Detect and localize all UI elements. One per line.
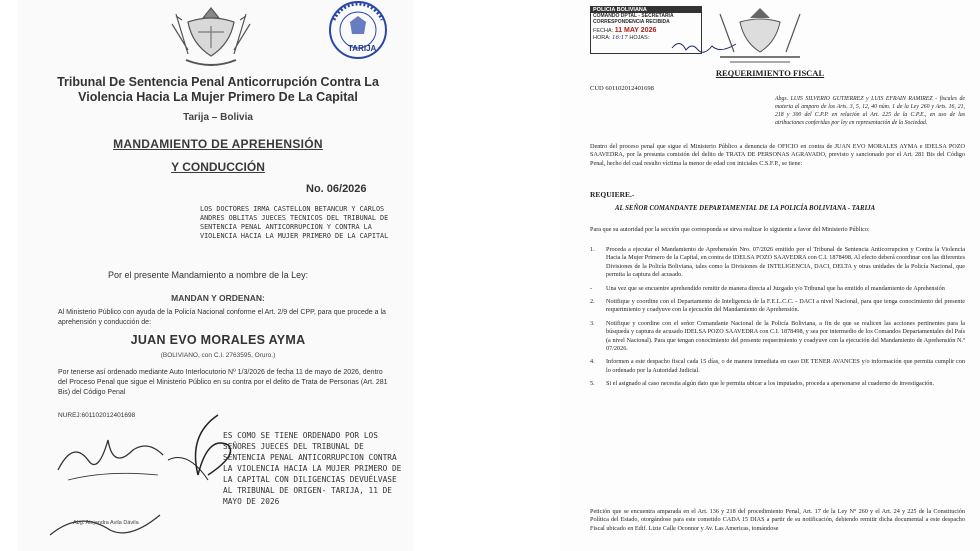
item-number: 5. bbox=[590, 380, 595, 388]
signature-center-icon bbox=[158, 410, 248, 490]
closing-petition: Petición que se encuentra amparada en el Art. 136 y 218 del procedimiento Penal, Art. 17 de la Ley N° 260 y el Art. 24 y 225 de la Constitución Política del Estado, otorgándose para este cometido CADA 15 DIAS a partir de su notificación, debiendo remitir dicha documental a este despacho Fiscal ubicado en Edif. Lizie Calle Oconnor y Av. Las Americas, tomándose bbox=[590, 508, 965, 532]
closing-order bbox=[223, 430, 403, 507]
stamp-fecha-label: FECHA: bbox=[593, 28, 614, 34]
stamp-hojas-label: HOJAS: bbox=[629, 35, 650, 41]
item-text: Proceda a ejecutar el Mandamiento de Aprehensión Nro. 07/2026 emitido por el Tribunal de Sentencia Anticorrupcion y Contra la Violencia Hacia la Mujer Primero de la Capital, en contra de IDELSA POZO SAAVEDRA con C.I. 1878498. Al efecto deberá coordinar con las diferentes Divisiones de la Policía Boliviana, tales como la Divisiones de INTELIGENCIA, DACI, DELTA y otras unidades de la Policía Nacional, que permita la captura del acusado. bbox=[606, 246, 965, 279]
bolivia-coat-of-arms-icon bbox=[168, 2, 254, 70]
closing-order-text: ES COMO SE TIENE ORDENADO POR LOS SEÑORES JUECES DEL TRIBUNAL DE SENTENCIA PENAL ANTICORRUPCION CONTRA LA VIOLENCIA HACIA LA MUJER PRIMERO DE LA CAPITAL CON DILIGENCIAS DEVUÉLVASE AL TRIBUNAL DE ORIGEN- TARIJA, 11 DE MAYO DE 2026 bbox=[223, 431, 402, 506]
item-text: Notifique y coordine con el señor Comandante Nacional de la Policía Boliviana, a fin de que se realicen las acciones pertinentes para la búsqueda y captura de acusado IDELSA POZO SAAVEDRA con C.I. 1878498, y sea por intermedio de los Comandos Departamentales del País (a nivel Nacional). Para que tengan conocimiento del presente requerimiento y coadyuve con la ejecución del Mandamiento de Aprehensión N.º 07/2026. bbox=[606, 319, 965, 353]
aprehension-warrant-page bbox=[18, 0, 413, 551]
nurej-code: NUREJ:601102012401698 bbox=[58, 412, 136, 419]
warrant-title: MANDAMIENTO DE APREHENSIÓN bbox=[113, 137, 323, 151]
stamp-line-3: CORRESPONDENCIA RECIBIDA bbox=[593, 19, 670, 25]
stamp-hora-value: 16:17 bbox=[611, 35, 628, 41]
item-text: Si el asignado al caso necesita algún dato que le permita ubicar a los imputados, proceda a apersonarse al cuaderno de investigación. bbox=[606, 380, 934, 388]
order-paragraph: Al Ministerio Público con ayuda de la Policía Nacional conforme el Art. 2/9 del CPP, para que procede a la aprehensión y conducción de: bbox=[58, 309, 386, 326]
item-number: 1. bbox=[590, 246, 595, 253]
stamp-fecha-value: 11 MAY 2026 bbox=[614, 27, 657, 34]
list-item bbox=[590, 358, 965, 375]
court-seal-stamp-icon bbox=[318, 0, 398, 64]
warrant-number: No. 06/2026 bbox=[306, 183, 367, 195]
item-text: Una vez que se encuentre aprehendido remitir de manera directa al Juzgado y/o Tribunal que ha emitido el mandamiento de Aprehensión bbox=[606, 284, 945, 292]
item-text: Notifique y coordine con el Departamento de Inteligencia de la F.E.L.C.C. - DACI a nivel Nacional, para que tenga conocimiento del presente requerimiento y coadyuve con la ejecución del Mandamiento de Aprehensión. bbox=[606, 298, 965, 314]
court-header: Tribunal De Sentencia Penal Anticorrupción Contra La Violencia Hacia La Mujer Primero De La Capital bbox=[57, 75, 379, 104]
list-item bbox=[590, 380, 965, 388]
item-number: 2. bbox=[590, 298, 595, 306]
requiere-heading: REQUIERE.- bbox=[590, 190, 635, 199]
warrant-subtitle: Y CONDUCCIÓN bbox=[171, 160, 265, 174]
requirement-title: REQUERIMIENTO FISCAL bbox=[715, 68, 825, 78]
item-number: 3. bbox=[590, 319, 595, 327]
stamp-text: TARIJA bbox=[348, 44, 377, 53]
auto-paragraph: Por tenerse así ordenado mediante Auto Interlocutorio Nº 1/3/2026 de fecha 11 de mayo de 2026, dentro del Proceso Penal que sigue el Ministerio Público en su contra por el delito de Trata de Personas (Art. 281 Bis) del Código Penal bbox=[58, 369, 388, 396]
stamp-line-1: POLICIA BOLIVIANA bbox=[591, 7, 701, 13]
stamp-line-2: COMANDO DPTAL - SECRETARIA bbox=[593, 13, 674, 19]
list-item bbox=[590, 246, 965, 280]
ministerio-publico-emblem-icon bbox=[700, 4, 820, 66]
court-location: Tarija – Bolivia bbox=[183, 112, 253, 123]
signature-name: Abg. Alejandra Avila Dávila bbox=[73, 520, 139, 526]
list-item bbox=[590, 298, 965, 315]
item-text: Informen a este despacho fiscal cada 15 días, o de manera inmediata en caso DE TENER AVANCES y/o información que permita cumplir con lo ordenado por la Autoridad Judicial. bbox=[606, 358, 965, 374]
mandan-heading: MANDAN Y ORDENAN: bbox=[171, 293, 265, 303]
addressee: AL SEÑOR COMANDANTE DEPARTAMENTAL DE LA POLICÍA BOLIVIANA - TARIJA bbox=[615, 205, 876, 212]
request-items-list bbox=[590, 246, 965, 394]
intro-text: Por el presente Mandamiento a nombre de la Ley: bbox=[108, 270, 309, 280]
judges-text: LOS DOCTORES IRMA CASTELLON BETANCUR Y CARLOS ANDRES OBLITAS JUECES TECNICOS DEL TRIBUNAL DE SENTENCIA PENAL ANTICORRUPCION Y CONTRA LA VIOLENCIA HACIA LA MUJER PRIMERO DE LA CAPITAL bbox=[200, 205, 389, 240]
prosecutors-text: Abgs. LUIS SILVERIO GUTIERREZ y LUIS EFRAIN RAMIREZ - fiscales de materia al amparo de los Arts. 3, 5, 12, 40 núm. 1 de la Ley 260 y Arts. 16, 21, 218 y 300 del C.P.P. en relación al Art. 225 de la C.P.E., en uso de las atribuciones conferidas por ley en representación de la Sociedad. bbox=[775, 96, 965, 126]
item-number: 4. bbox=[590, 358, 595, 366]
list-item bbox=[590, 285, 965, 293]
accused-info: (BOLIVIANO, con C.I. 2763595, Oruro.) bbox=[160, 352, 276, 359]
list-item bbox=[590, 320, 965, 354]
fiscal-requirement-page bbox=[560, 0, 980, 551]
signature-bottom-icon bbox=[40, 505, 170, 551]
body-intro: Dentro del proceso penal que sigue el Ministerio Público a denuncia de OFICIO en contra de JUAN EVO MORALES AYMA e IDELSA POZO SAAVEDRA, por la presunta comisión del delito de TRATA DE PERSONAS AGRAVADO, previsto y sancionado por el Art. 281 Bis del Código Penal, hecho del cual resulto víctima la menor de edad con iniciales C.S.F.P., se tiene: bbox=[590, 143, 965, 167]
request-intro: Para que su autoridad por la sección que corresponda se sirva realizar lo siguiente a favor del Ministerio Público: bbox=[590, 226, 870, 233]
item-number: - bbox=[590, 284, 593, 292]
cud-number: CUD 601102012401698 bbox=[590, 85, 654, 92]
stamp-hora-label: HORA: bbox=[593, 35, 611, 41]
accused-name: JUAN EVO MORALES AYMA bbox=[130, 333, 306, 347]
